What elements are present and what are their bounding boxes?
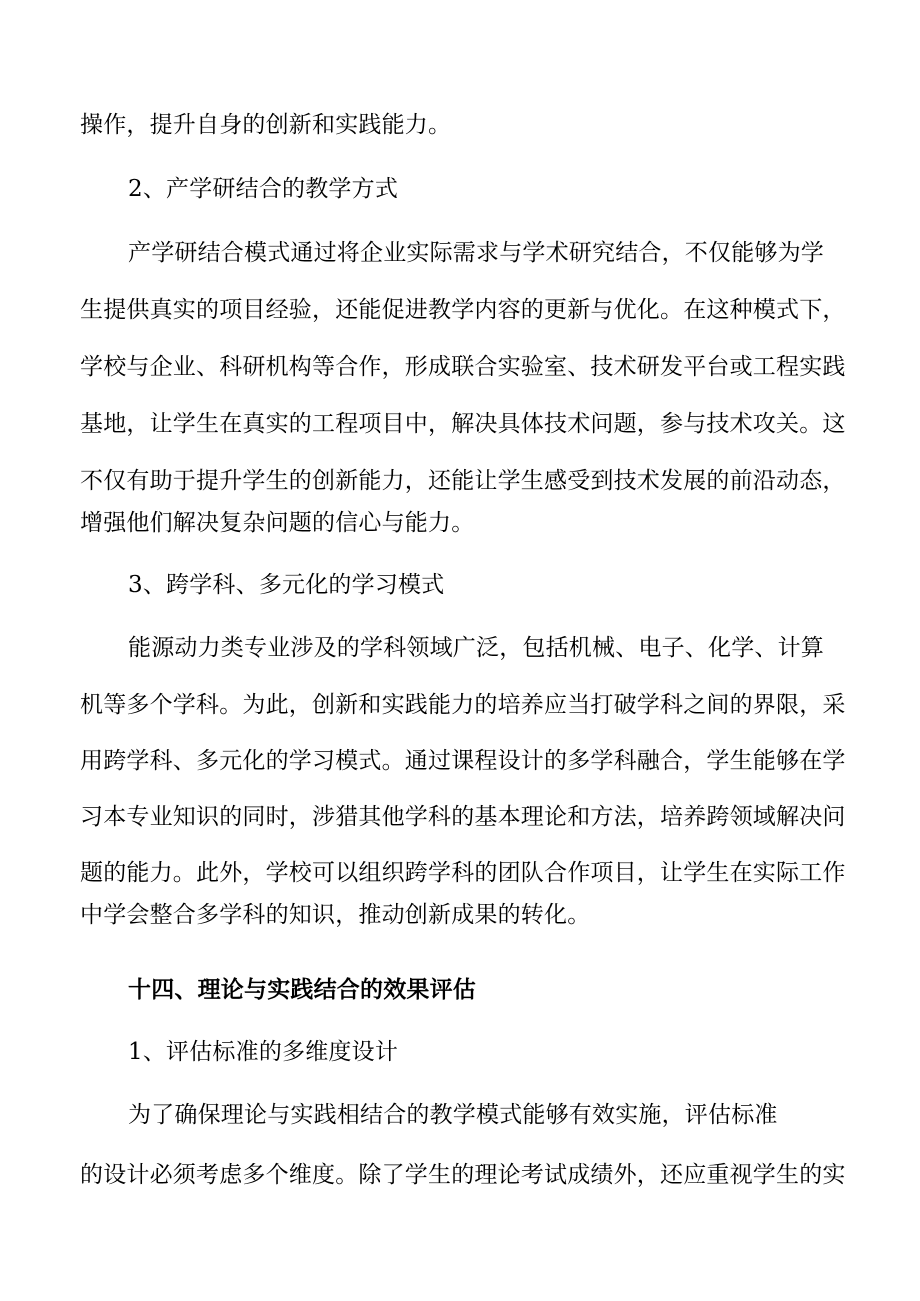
paragraph-line: 习本专业知识的同时，涉猎其他学科的基本理论和方法，培养跨领域解决问: [80, 804, 846, 830]
paragraph-line: 题的能力。此外，学校可以组织跨学科的团队合作项目，让学生在实际工作: [80, 860, 846, 886]
section-heading: 十四、理论与实践结合的效果评估: [128, 976, 476, 1003]
paragraph-line: 产学研结合模式通过将企业实际需求与学术研究结合，不仅能够为学: [128, 240, 824, 266]
paragraph-line: 增强他们解决复杂问题的信心与能力。: [80, 510, 475, 536]
paragraph-line: 生提供真实的项目经验，还能促进教学内容的更新与优化。在这种模式下，: [80, 297, 846, 323]
paragraph-line: 能源动力类专业涉及的学科领域广泛，包括机械、电子、化学、计算: [128, 635, 824, 661]
subheading-2: 2、产学研结合的教学方式: [128, 176, 399, 202]
paragraph-line: 用跨学科、多元化的学习模式。通过课程设计的多学科融合，学生能够在学: [80, 748, 846, 774]
paragraph-line: 学校与企业、科研机构等合作，形成联合实验室、技术研发平台或工程实践: [80, 354, 846, 380]
subheading-3: 3、跨学科、多元化的学习模式: [128, 572, 445, 598]
paragraph-line: 的设计必须考虑多个维度。除了学生的理论考试成绩外，还应重视学生的实: [80, 1162, 846, 1188]
paragraph-line: 不仅有助于提升学生的创新能力，还能让学生感受到技术发展的前沿动态，: [80, 468, 846, 494]
paragraph-line: 中学会整合多学科的知识，推动创新成果的转化。: [80, 902, 591, 928]
paragraph-line: 为了确保理论与实践相结合的教学模式能够有效实施，评估标准: [128, 1102, 778, 1128]
paragraph-continuation-line: 操作，提升自身的创新和实践能力。: [80, 112, 452, 138]
paragraph-line: 基地，让学生在真实的工程项目中，解决具体技术问题，参与技术攻关。这: [80, 411, 846, 437]
subheading-1: 1、评估标准的多维度设计: [128, 1039, 399, 1065]
paragraph-line: 机等多个学科。为此，创新和实践能力的培养应当打破学科之间的界限，采: [80, 692, 846, 718]
